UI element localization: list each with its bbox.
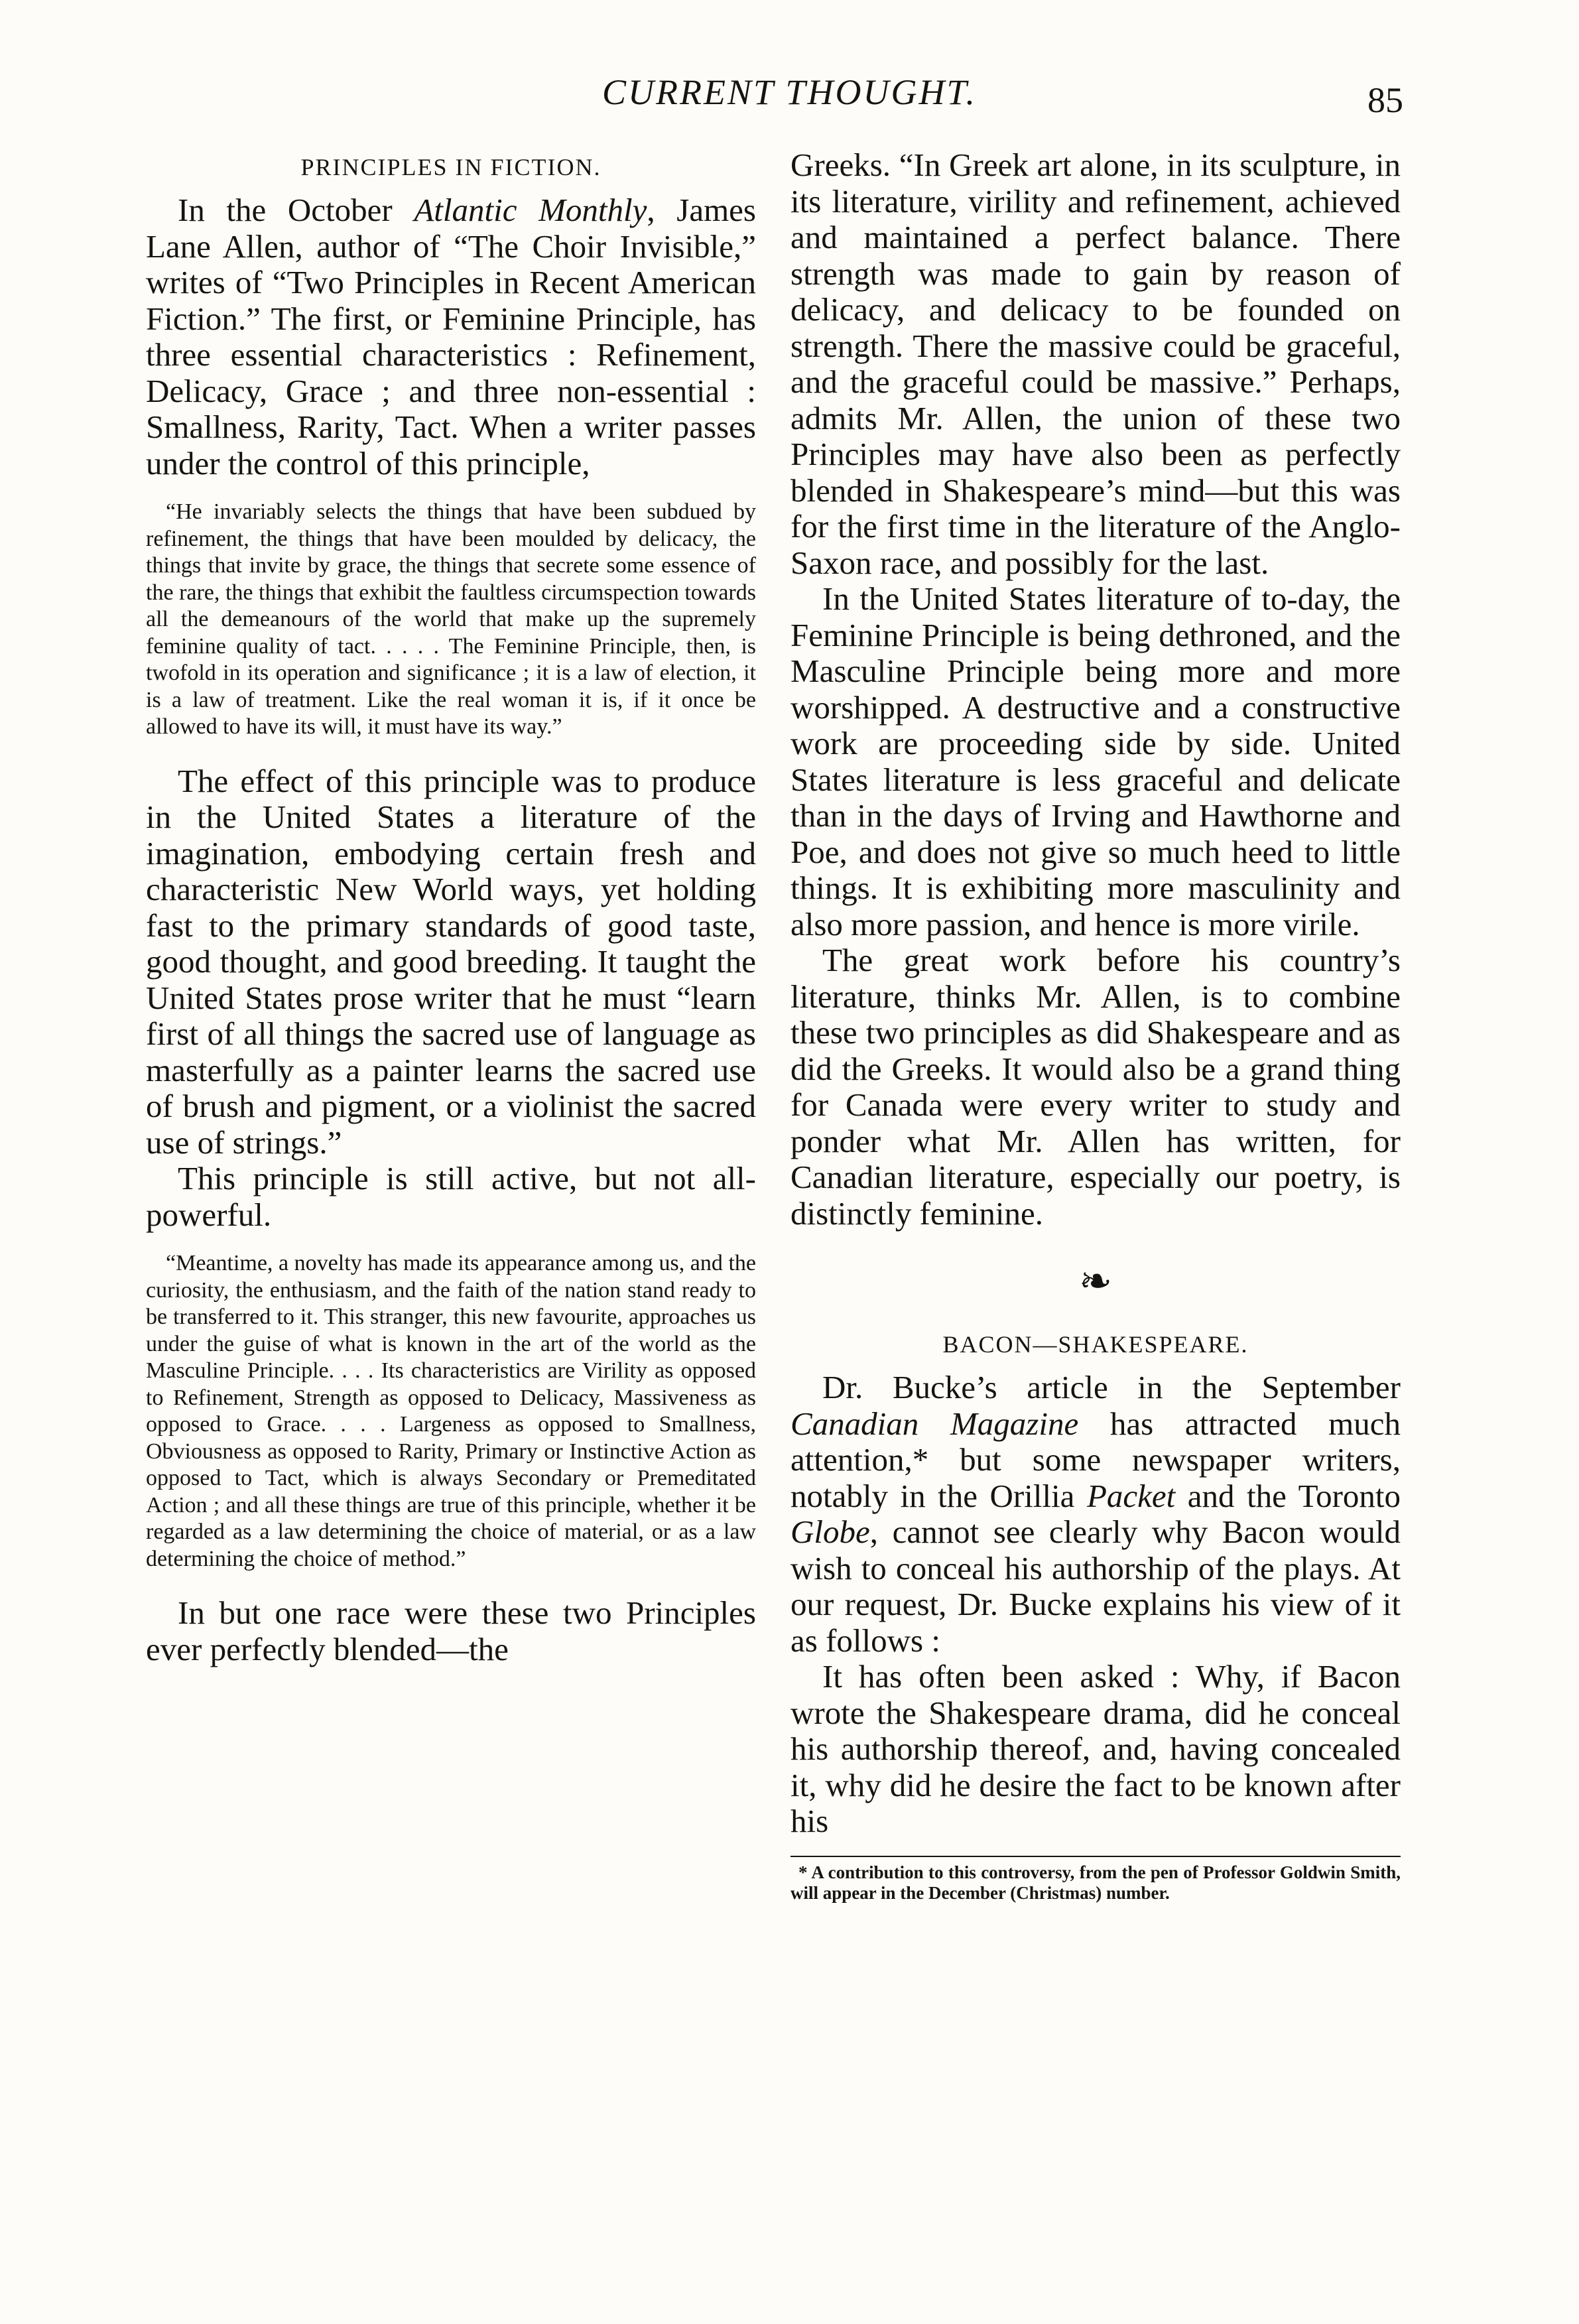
- footnote: * A contribution to this controversy, from the pen of Professor Goldwin Smith, will appear in the December (Christmas) number.: [790, 1862, 1401, 1903]
- paragraph-great-work: The great work before his country’s literature, thinks Mr. Allen, is to combine these two principles as did Shakespeare and as did the Greeks. It would also be a grand thing for Canada were every writer to study and ponder what Mr. Allen has written, for Canadian literature, especially our poetry, is distinctly feminine.: [790, 942, 1401, 1232]
- newspaper-title: Globe: [790, 1514, 870, 1550]
- paragraph-us-literature: In the United States literature of to-day, the Feminine Principle is being dethroned, and the Masculine Principle being more and more worshipped. A destructive and a constructive work are proceeding side by side. United States literature is less graceful and delicate than in the days of Irving and Hawthorne and Poe, and does not give so much heed to little things. It is exhibiting more masculinity and also more passion, and hence is more virile.: [790, 580, 1401, 942]
- paragraph-bucke-article: Dr. Bucke’s article in the September Canadian Magazine has attracted much attention,* but some newspaper writers, notably in the Orillia Packet and the Toronto Globe, cannot see clearly why Bacon would wish to conceal his authorship of the plays. At our request, Dr. Bucke explains his view of it as follows :: [790, 1369, 1401, 1659]
- footnote-rule: [790, 1856, 1401, 1857]
- paragraph-one-race: In but one race were these two Principles ever perfectly blended—the: [146, 1594, 756, 1667]
- paragraph-greeks-continued: Greeks. “In Greek art alone, in its sculpture, in its literature, virility and refinement, achieved and maintained a perfect balance. There strength was made to gain by reason of delicacy, and delicacy to be founded on strength. There the massive could be graceful, and the graceful could be massive.” Perhaps, admits Mr. Allen, the union of these two Principles may have also been as perfectly blended in Shakespeare’s mind—but this was for the first time in the literature of the Anglo-Saxon race, and possibly for the last.: [790, 147, 1401, 581]
- paragraph-effect: The effect of this principle was to produce in the United States a literature of the imagination, embodying certain fresh and characteristic New World ways, yet holding fast to the primary standards of good taste, good thought, and good breeding. It taught the United States prose writer that he must “learn first of all things the sacred use of language as masterfully as a painter learns the sacred use of brush and pigment, or a violinist the sacred use of strings.”: [146, 762, 756, 1161]
- running-head: CURRENT THOUGHT.: [601, 72, 978, 112]
- newspaper-title: Packet: [1086, 1477, 1176, 1514]
- magazine-title: Atlantic Monthly: [414, 192, 647, 228]
- paragraph-often-asked: It has often been asked : Why, if Bacon wrote the Shakespeare drama, did he conceal his authorship thereof, and, having concealed it, why did he desire the fact to be known after his: [790, 1658, 1401, 1839]
- paragraph-intro: In the October Atlantic Monthly, James Lane Allen, author of “The Choir Invisible,” writes of “Two Principles in Recent American Fiction.” The first, or Feminine Principle, has three essential characteristics : Refinement, Delicacy, Grace ; and three non-essential : Smallness, Rarity, Tact. When a writer passes under the control of this principle,: [146, 192, 757, 482]
- block-quote-feminine: “He invariably selects the things that have been subdued by refinement, the things that have been moulded by delicacy, the things that invite by grace, the things that secrete some essence of the rare, the things that exhibit the faultless circumspection towards all the demeanours of the world that make up the supremely feminine quality of tact. . . . . The Feminine Principle, then, is twofold in its operation and significance ; it is a law of election, it is a law of treatment. Like the real woman it is, if it once be allowed to have its will, it must have its way.”: [146, 499, 756, 739]
- page-number: 85: [1367, 80, 1403, 120]
- fleuron-ornament: ❧: [1078, 1259, 1113, 1303]
- left-column: [146, 147, 756, 1667]
- article-title-bacon: BACON—SHAKESPEARE.: [942, 1331, 1249, 1358]
- block-quote-masculine: “Meantime, a novelty has made its appearance among us, and the curiosity, the enthusiasm, and the faith of the nation stand ready to be transferred to it. This stranger, this new favourite, approaches us under the guise of what is known in the art of the world as the Masculine Principle. . . . Its characteristics are Virility as opposed to Refinement, Strength as opposed to Delicacy, Massiveness as opposed to Grace. . . . Largeness as opposed to Smallness, Obviousness as opposed to Rarity, Primary or Instinctive Action as opposed to Tact, which is always Secondary or Premeditated Action ; and all these things are true of this principle, whether it be regarded as a law determining the choice of material, or as a law determining the choice of method.”: [146, 1251, 756, 1571]
- paragraph-still-active: This principle is still active, but not all-powerful.: [146, 1160, 756, 1233]
- article-title-principles: PRINCIPLES IN FICTION.: [300, 154, 601, 180]
- right-column: [790, 147, 1401, 1904]
- magazine-title: Canadian Magazine: [790, 1405, 1079, 1442]
